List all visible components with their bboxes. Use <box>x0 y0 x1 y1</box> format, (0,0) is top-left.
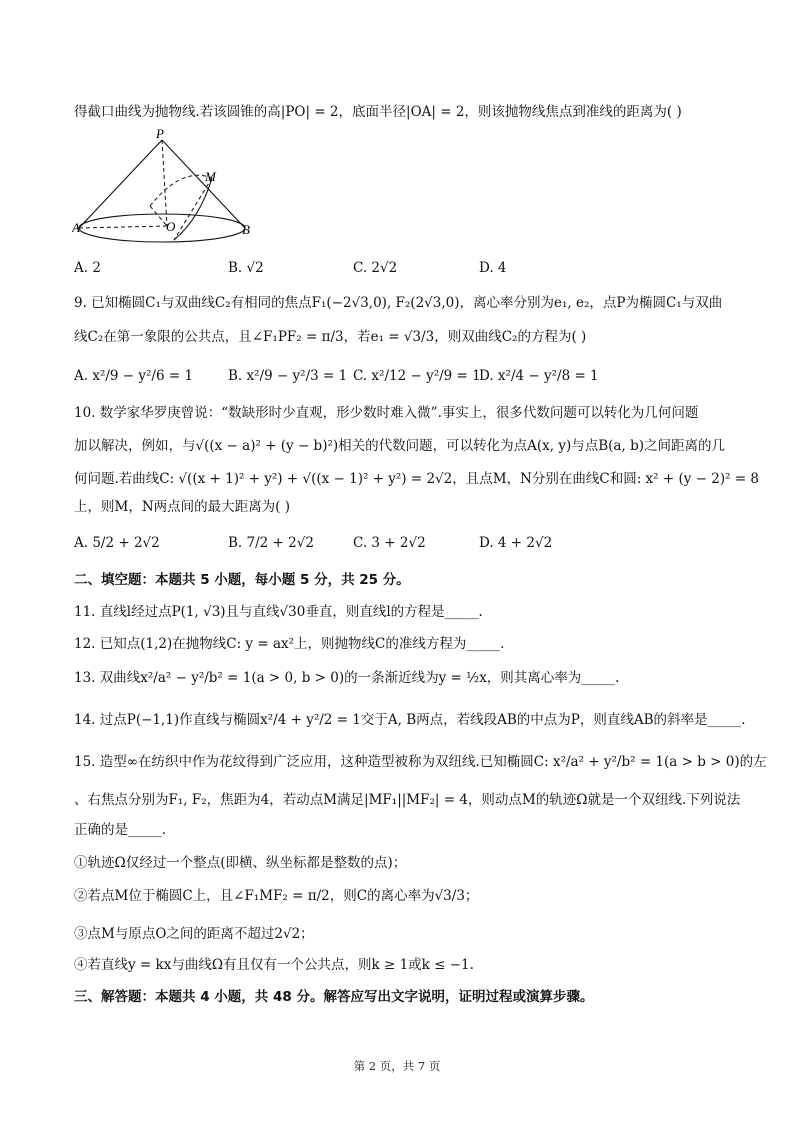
q8-intro: 得截口曲线为抛物线.若该圆锥的高|PO| = 2，底面半径|OA| = 2，则该抛物线焦点到准线的距离为( ) <box>74 104 682 120</box>
q10-option-c: C. 3 + 2√2 <box>353 535 426 551</box>
q10-line-3: 何问题.若曲线C: √((x + 1)² + y²) + √((x − 1)² + y²) = 2√2，且点M，N分别在曲线C和圆: x² + (y − 2)² = 8 <box>74 471 760 487</box>
q9-line-2: 线C₂在第一象限的公共点，且∠F₁PF₂ = π/3，若e₁ = √3/3，则双曲线C₂的方程为( ) <box>74 329 587 345</box>
q13: 13. 双曲线x²/a² − y²/b² = 1(a > 0, b > 0)的一条渐近线为y = ½x，则其离心率为_____. <box>74 670 620 686</box>
cone-height-po <box>162 140 167 226</box>
cone-base-ellipse <box>79 214 245 242</box>
q9-line-1: 9. 已知椭圆C₁与双曲线C₂有相同的焦点F₁(−2√3,0), F₂(2√3,0)，离心率分别为e₁, e₂，点P为椭圆C₁与双曲 <box>74 295 723 311</box>
q8-option-d: D. 4 <box>479 260 507 276</box>
q10-option-d: D. 4 + 2√2 <box>479 535 553 551</box>
q10-options <box>74 535 734 557</box>
cone-mid-line <box>150 206 167 226</box>
q15-line-2: 、右焦点分别为F₁, F₂，焦距为4，若动点M满足|MF₁||MF₂| = 4，则动点M的轨迹Ω就是一个双纽线.下列说法 <box>74 792 741 808</box>
cone-figure <box>72 128 272 252</box>
label-b: B <box>242 222 250 237</box>
label-a: A <box>72 220 80 235</box>
cone-radius-oa <box>79 226 167 228</box>
cone-edge-pa <box>79 140 162 228</box>
q10-line-4: 上，则M，N两点间的最大距离为( ) <box>74 499 290 515</box>
q10-line-2: 加以解决，例如，与√((x − a)² + (y − b)²)相关的代数问题，可以转化为点A(x, y)与点B(a, b)之间距离的几 <box>74 438 725 454</box>
q8-option-c: C. 2√2 <box>353 260 398 276</box>
q15-item-2: ②若点M位于椭圆C上，且∠F₁MF₂ = π/2，则C的离心率为√3/3； <box>74 888 479 904</box>
q14: 14. 过点P(−1,1)作直线与椭圆x²/4 + y²/2 = 1交于A, B两点，若线段AB的中点为P，则直线AB的斜率是_____. <box>74 712 746 728</box>
q15-line-1: 15. 造型∞在纺织中作为花纹得到广泛应用，这种造型被称为双纽线.已知椭圆C: x²/a² + y²/b² = 1(a > b > 0)的左 <box>74 754 767 770</box>
q15-item-3: ③点M与原点O之间的距离不超过2√2； <box>74 926 314 942</box>
section-3-heading: 三、解答题：本题共 4 小题，共 48 分。解答应写出文字说明，证明过程或演算步骤。 <box>74 989 594 1005</box>
section-2-heading: 二、填空题：本题共 5 小题，每小题 5 分，共 25 分。 <box>74 572 410 588</box>
q12: 12. 已知点(1,2)在抛物线C: y = ax²上，则抛物线C的准线方程为_____. <box>74 636 505 652</box>
q9-options <box>74 368 734 390</box>
q9-option-a: A. x²/9 − y²/6 = 1 <box>74 368 194 384</box>
parabola-chord <box>174 178 212 240</box>
q15-item-4: ④若直线y = kx与曲线Ω有且仅有一个公共点，则k ≥ 1或k ≤ −1. <box>74 957 474 973</box>
q8-option-b: B. √2 <box>228 260 264 276</box>
q10-line-1: 10. 数学家华罗庚曾说：“数缺形时少直观，形少数时难入微”.事实上，很多代数问题可以转化为几何问题 <box>74 405 699 421</box>
q8-options <box>74 260 734 282</box>
label-p: P <box>156 128 164 141</box>
q15-item-1: ①轨迹Ω仅经过一个整点(即横、纵坐标都是整数的点)； <box>74 855 407 871</box>
q9-option-b: B. x²/9 − y²/3 = 1 <box>228 368 348 384</box>
cone-edge-pb <box>162 140 245 228</box>
label-o: O <box>166 219 176 234</box>
q10-option-a: A. 5/2 + 2√2 <box>74 535 160 551</box>
q9-option-c: C. x²/12 − y²/9 = 1 <box>353 368 481 384</box>
q10-option-b: B. 7/2 + 2√2 <box>228 535 314 551</box>
q8-option-a: A. 2 <box>74 260 101 276</box>
q11: 11. 直线l经过点P(1, √3)且与直线√30垂直，则直线l的方程是_____. <box>74 604 483 620</box>
q9-option-d: D. x²/4 − y²/8 = 1 <box>479 368 599 384</box>
q15-line-3: 正确的是_____. <box>74 822 167 838</box>
label-m: M <box>205 169 216 184</box>
page-footer: 第 2 页，共 7 页 <box>353 1059 441 1073</box>
